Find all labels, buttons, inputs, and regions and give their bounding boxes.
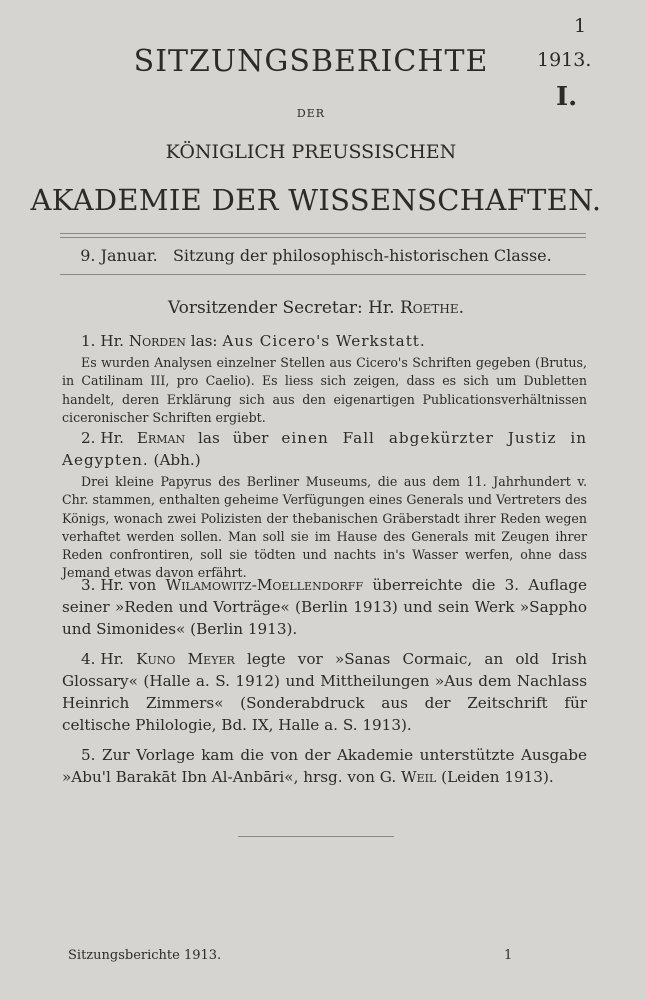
speaker-name: Kuno Meyer: [136, 650, 235, 668]
masthead-issue: I.: [556, 82, 578, 112]
agenda-item-2: [62, 427, 587, 583]
item-number: 4. Hr.: [81, 650, 124, 668]
lecture-title: einen Fall abgekürzter Justiz in Aegypten.: [62, 429, 588, 469]
speaker-name: Wilamowitz-Moellendorff: [165, 576, 364, 594]
masthead-year: 1913.: [537, 49, 592, 71]
item-text-end: (Leiden 1913).: [441, 768, 554, 786]
closing-rule: [238, 836, 394, 837]
masthead-academy: AKADEMIE DER WISSENSCHAFTEN.: [30, 183, 602, 217]
speaker-name: Norden: [128, 332, 186, 350]
item-text: überreichte die 3. Auflage seiner »Reden und Vorträge« (Berlin 1913) und sein Werk »Sappho und Simonides« (Berlin 1913).: [62, 576, 588, 638]
session-line: 9. Januar. Sitzung der philosophisch-historischen Classe.: [80, 246, 552, 265]
item-note: (Abh.): [153, 451, 201, 469]
item-verb: las über: [198, 429, 269, 447]
masthead-prussian: KÖNIGLICH PREUSSISCHEN: [165, 141, 457, 163]
item-number: 1. Hr.: [81, 332, 124, 350]
lecture-abstract: Drei kleine Papyrus des Berliner Museums, die aus dem 11. Jahrhundert v. Chr. stammen, enthalten geheime Verfügungen eines Generals und Vertreters des Königs, wonach zwei Polizisten der thebanischen Gräberstadt ihrer Reden wegen verhaftet werden sollen. Man soll sie im Hause des Generals mit Zeugen ihrer Reden confrontiren, soll sie tödten und nachts in's Wasser werfen, ohne dass Jemand etwas davon erfährt.: [62, 474, 587, 581]
agenda-item-3: [62, 574, 587, 640]
chair-prefix: Vorsitzender Secretar: Hr.: [167, 298, 395, 318]
double-rule-lower: [60, 237, 586, 238]
double-rule-upper: [60, 233, 586, 234]
footer-journal: Sitzungsberichte 1913.: [68, 948, 222, 963]
editor-name: Weil: [401, 768, 437, 786]
masthead-der: DER: [296, 107, 326, 120]
speaker-name: Erman: [136, 429, 186, 447]
item-number: 3. Hr. von: [81, 576, 157, 594]
footer-page-number: 1: [504, 948, 513, 963]
item-text: Zur Vorlage kam die von der Akademie unterstützte Ausgabe »Abu'l Barakāt Ibn Al-Anbāri«, hrsg. von G.: [62, 746, 587, 786]
agenda-item-5: [62, 744, 587, 788]
page-number-top: 1: [574, 15, 587, 37]
chair-name: Roethe.: [400, 298, 465, 318]
agenda-item-1: [62, 330, 587, 427]
item-number: 5.: [81, 746, 96, 764]
item-verb: las:: [190, 332, 218, 350]
lecture-title: Aus Cicero's Werkstatt.: [222, 332, 426, 350]
chair-line: [0, 298, 632, 318]
lecture-abstract: Es wurden Analysen einzelner Stellen aus Cicero's Schriften gegeben (Brutus, in Catilinam III, pro Caelio). Es liess sich zeigen, dass es sich um Dubletten handelt, deren Erklärung sich aus den eigenartigen Publicationsverhältnissen ciceronischer Schriften ergiebt.: [62, 355, 587, 425]
agenda-item-4: [62, 648, 587, 736]
item-number: 2. Hr.: [81, 429, 124, 447]
session-rule: [60, 274, 586, 275]
masthead-title: SITZUNGSBERICHTE: [133, 44, 489, 79]
item-text: legte vor »Sanas Cormaic, an old Irish Glossary« (Halle a. S. 1912) und Mittheilungen »Aus dem Nachlass Heinrich Zimmers« (Sonderabdruck aus der Zeitschrift für celtische Philologie, Bd. IX, Halle a. S. 1913).: [62, 650, 588, 734]
